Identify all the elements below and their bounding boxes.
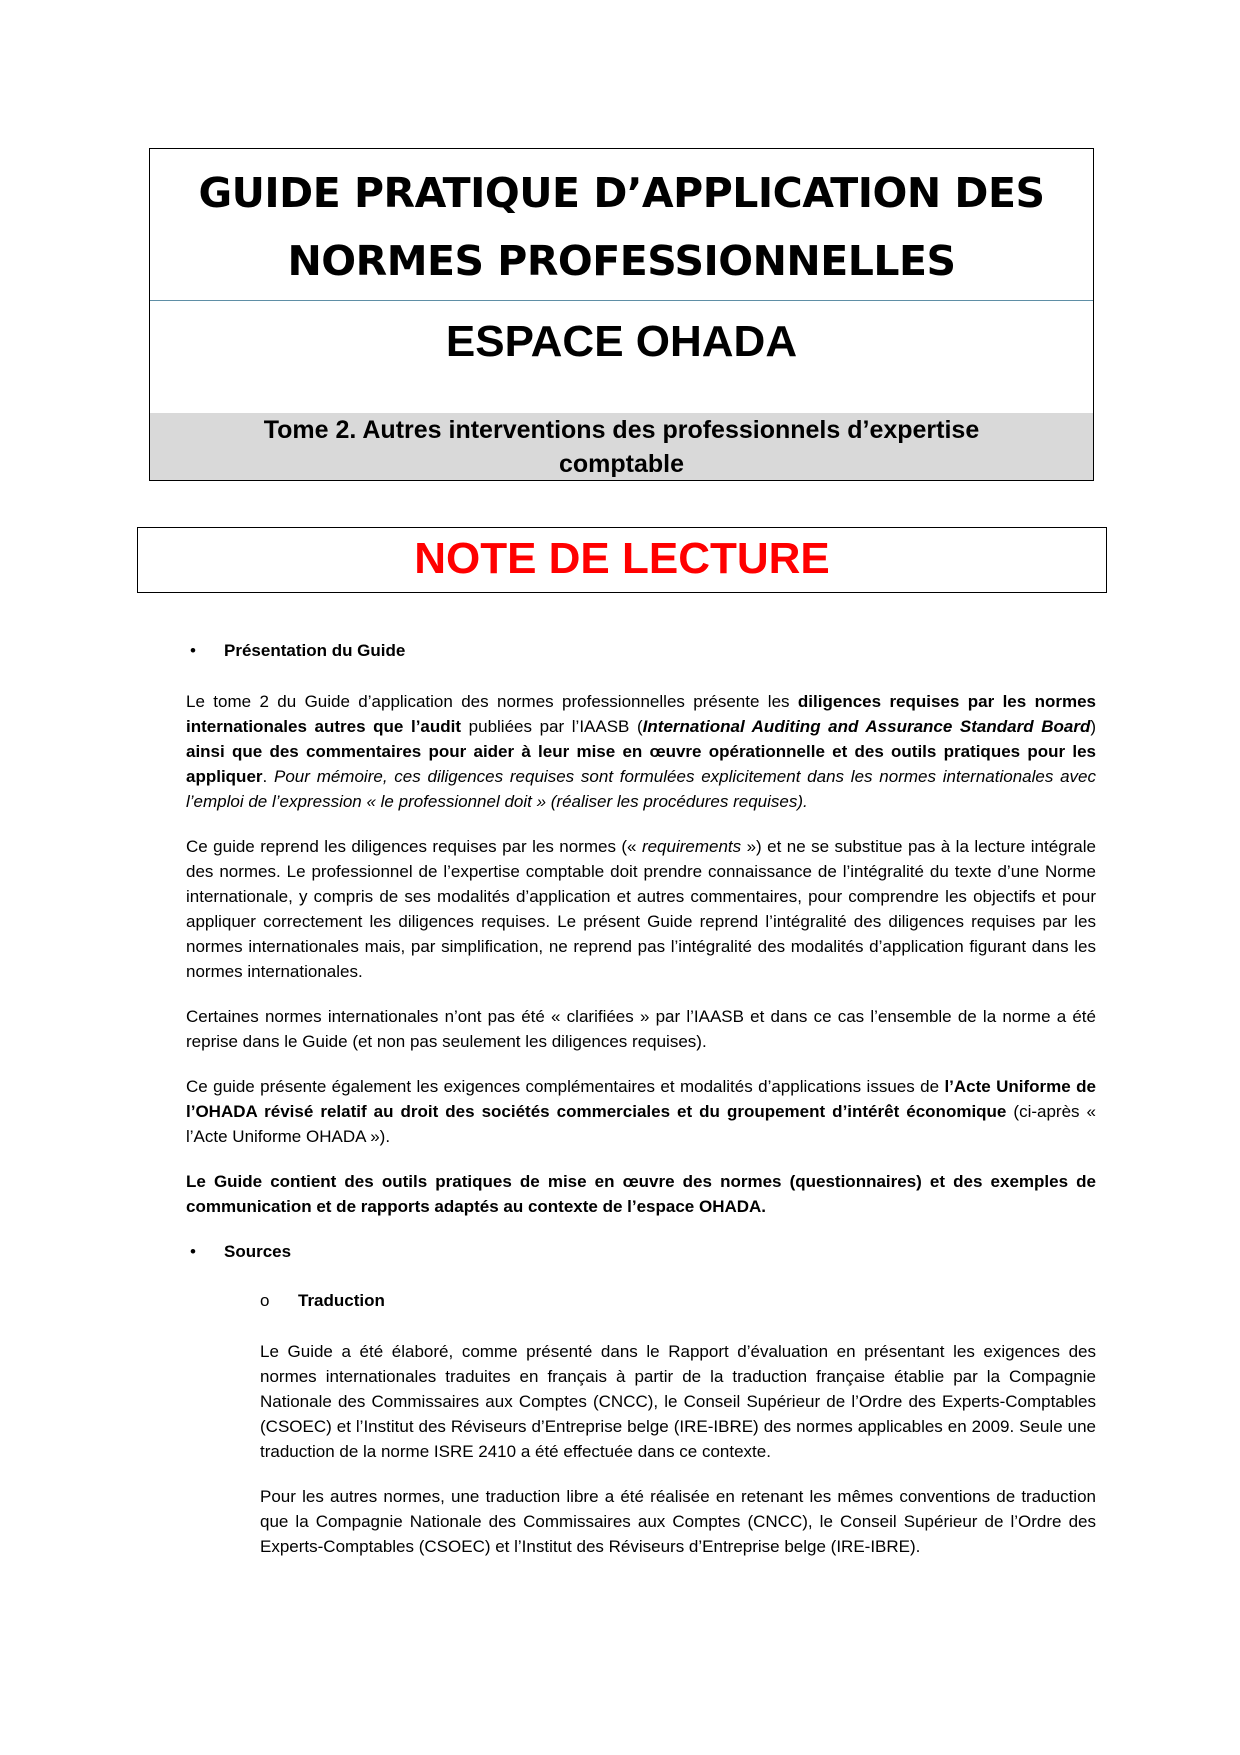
document-title [150, 149, 1093, 301]
note-title: NOTE DE LECTURE [414, 534, 830, 583]
bold-text-run: ainsi que des commentaires pour aider à leur mise en œuvre opérationnelle et des outils pratiques pour les appliquer [186, 742, 1096, 786]
tome-line-2: comptable [558, 450, 685, 478]
document-subtitle: ESPACE OHADA [445, 317, 798, 366]
title-line-2: NORMES PROFESSIONNELLES [287, 237, 956, 285]
italic-text-run: Pour mémoire, ces diligences requises sont formulées explicitement dans les normes internationales avec l’emploi de l’expression « le professionnel doit » (réaliser les procédures requises). [186, 767, 1097, 811]
text-run: . [262, 767, 275, 786]
document-body [186, 638, 1096, 1579]
italic-text-run: requirements [641, 837, 742, 856]
text-run: Ce guide présente également les exigences complémentaires et modalités d’applications issues de [186, 1077, 945, 1096]
note-de-lecture-box [137, 527, 1107, 593]
paragraph-presentation-3: Certaines normes internationales n’ont pas été « clarifiées » par l’IAASB et dans ce cas l’ensemble de la norme a été reprise dans le Guide (et non pas seulement les diligences requises). [186, 1007, 1096, 1051]
text-run: ) [1090, 717, 1096, 736]
paragraph-traduction-2: Pour les autres normes, une traduction libre a été réalisée en retenant les mêmes conventions de traduction que la Compagnie Nationale des Commissaires aux Comptes (CNCC), le Conseil Supérieur de l’Ordre des Experts-Comptables (CSOEC) et l’Institut des Réviseurs d’Entreprise belge (IRE-IBRE). [260, 1487, 1096, 1556]
paragraph-presentation-1 [186, 689, 1096, 814]
circle-bullet-icon: o [260, 1291, 270, 1310]
paragraph-presentation-2 [186, 834, 1096, 984]
heading-text: Traduction [298, 1291, 385, 1310]
bold-text-run: diligences requises par les normes internationales autres que l’audit [186, 692, 1096, 736]
text-run: ») et ne se substitue pas à la lecture intégrale des normes. Le professionnel de l’expertise comptable doit prendre connaissance de l’intégralité du texte d’une Norme internationale, y compris de ses modalités d’application et autres commentaires, pour comprendre les objectifs et pour appliquer correctement les diligences requises. Le présent Guide reprend l’intégralité des diligences requises par les normes internationales mais, par simplification, ne reprend pas l’intégralité des modalités d’application figurant dans les normes internationales. [186, 837, 1096, 981]
paragraph-presentation-5 [186, 1169, 1096, 1219]
paragraph-presentation-4 [186, 1074, 1096, 1149]
text-run: (ci-après « l’Acte Uniforme OHADA »). [186, 1102, 1096, 1146]
text-run: Le tome 2 du Guide d’application des normes professionnelles présente les [186, 692, 798, 711]
bullet-icon: • [190, 641, 196, 660]
paragraph-traduction-1: Le Guide a été élaboré, comme présenté dans le Rapport d’évaluation en présentant les exigences des normes internationales traduites en français à partir de la traduction française établie par la Compagnie Nationale des Commissaires aux Comptes (CNCC), le Conseil Supérieur de l’Ordre des Experts-Comptables (CSOEC) et l’Institut des Réviseurs d’Entreprise belge (IRE-IBRE) des normes applicables en 2009. Seule une traduction de la norme ISRE 2410 a été effectuée dans ce contexte. [260, 1342, 1096, 1461]
section-heading-sources [186, 1239, 1096, 1264]
text-run: Ce guide reprend les diligences requises par les normes (« [186, 837, 642, 856]
bullet-icon: • [190, 1242, 196, 1261]
text-run: publiées par l’IAASB ( [461, 717, 643, 736]
heading-text: Présentation du Guide [224, 641, 406, 660]
bold-text-run: l’Acte Uniforme de l’OHADA révisé relatif au droit des sociétés commerciales et du groupement d’intérêt économique [186, 1077, 1096, 1121]
tome-banner [150, 413, 1093, 480]
title-box [149, 148, 1094, 481]
title-line-1: GUIDE PRATIQUE D’APPLICATION DES [198, 169, 1045, 217]
bold-text-run: Le Guide contient des outils pratiques de mise en œuvre des normes (questionnaires) et des exemples de communication et de rapports adaptés au contexte de l’espace OHADA. [186, 1172, 1096, 1216]
section-heading-presentation [186, 638, 1096, 663]
heading-text: Sources [224, 1242, 292, 1261]
tome-line-1: Tome 2. Autres interventions des professionnels d’expertise [263, 416, 980, 444]
bold-italic-text-run: International Auditing and Assurance Standard Board [642, 717, 1091, 736]
subsection-heading-traduction [186, 1288, 1096, 1313]
